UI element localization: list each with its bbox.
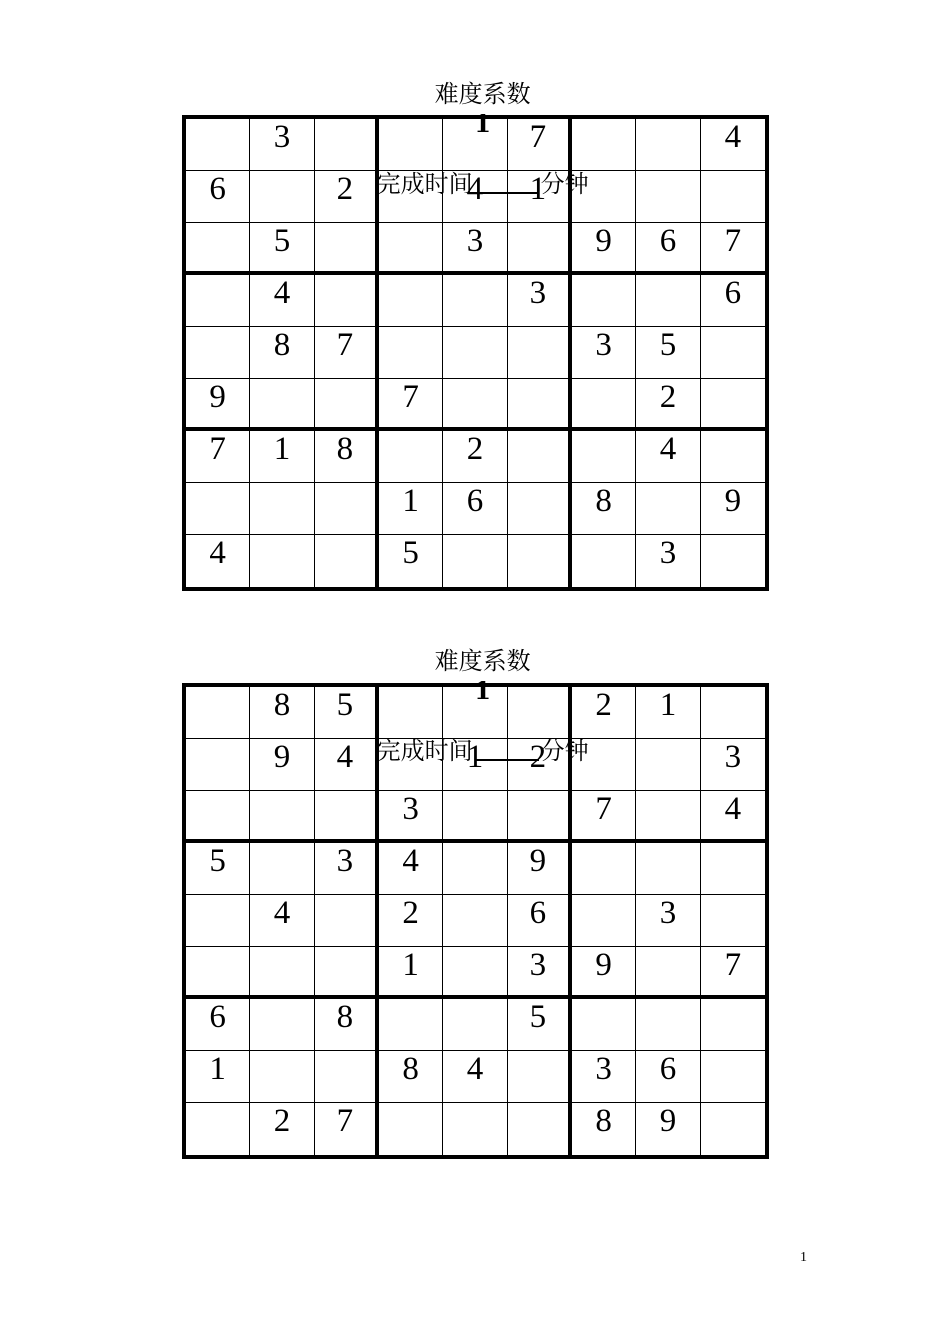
sudoku-cell[interactable] <box>443 999 507 1051</box>
sudoku-cell[interactable]: 6 <box>443 483 507 535</box>
sudoku-cell[interactable] <box>186 275 250 327</box>
sudoku-cell[interactable] <box>572 119 636 171</box>
sudoku-cell[interactable] <box>701 171 765 223</box>
sudoku-cell[interactable] <box>250 843 314 895</box>
sudoku-cell[interactable] <box>508 483 572 535</box>
sudoku-cell[interactable] <box>572 895 636 947</box>
sudoku-cell[interactable]: 4 <box>379 843 443 895</box>
sudoku-cell[interactable] <box>508 687 572 739</box>
page-number: 1 <box>800 1250 807 1265</box>
sudoku-cell[interactable]: 9 <box>636 1103 700 1155</box>
sudoku-cell[interactable]: 7 <box>572 791 636 843</box>
sudoku-cell[interactable]: 3 <box>508 947 572 999</box>
sudoku-cell[interactable]: 7 <box>508 119 572 171</box>
sudoku-cell[interactable] <box>379 223 443 275</box>
difficulty-label: 难度系数 <box>434 80 531 108</box>
sudoku-cell[interactable] <box>186 895 250 947</box>
sudoku-cell[interactable] <box>572 379 636 431</box>
sudoku-cell[interactable] <box>701 843 765 895</box>
sudoku-cell[interactable]: 3 <box>508 275 572 327</box>
sudoku-cell[interactable] <box>443 1103 507 1155</box>
sudoku-cell[interactable] <box>186 739 250 791</box>
sudoku-cell[interactable]: 1 <box>250 431 314 483</box>
sudoku-cell[interactable] <box>250 379 314 431</box>
sudoku-cell[interactable] <box>508 535 572 587</box>
sudoku-cell[interactable] <box>508 327 572 379</box>
sudoku-cell[interactable] <box>315 483 379 535</box>
sudoku-cell[interactable] <box>508 223 572 275</box>
sudoku-cell[interactable]: 6 <box>508 895 572 947</box>
sudoku-cell[interactable] <box>250 535 314 587</box>
sudoku-cell[interactable] <box>572 739 636 791</box>
sudoku-cell[interactable] <box>186 791 250 843</box>
sudoku-cell[interactable]: 6 <box>701 275 765 327</box>
sudoku-cell[interactable] <box>701 379 765 431</box>
sudoku-cell[interactable] <box>315 379 379 431</box>
sudoku-cell[interactable]: 5 <box>508 999 572 1051</box>
sudoku-grid-2 <box>182 683 769 1159</box>
sudoku-cell[interactable]: 9 <box>701 483 765 535</box>
sudoku-cell[interactable]: 4 <box>186 535 250 587</box>
sudoku-cell[interactable] <box>250 947 314 999</box>
sudoku-cell[interactable] <box>250 483 314 535</box>
difficulty-value: 1 <box>474 676 491 705</box>
sudoku-cell[interactable]: 4 <box>250 275 314 327</box>
sudoku-cell[interactable] <box>701 687 765 739</box>
sudoku-cell[interactable]: 2 <box>572 687 636 739</box>
sudoku-cell[interactable] <box>636 791 700 843</box>
sudoku-cell[interactable]: 4 <box>701 791 765 843</box>
sudoku-cell[interactable]: 7 <box>186 431 250 483</box>
sudoku-cell[interactable]: 3 <box>572 327 636 379</box>
sudoku-cell[interactable]: 3 <box>636 895 700 947</box>
sudoku-cell[interactable] <box>379 999 443 1051</box>
sudoku-cell[interactable]: 4 <box>636 431 700 483</box>
sudoku-cell[interactable] <box>250 999 314 1051</box>
sudoku-cell[interactable]: 4 <box>701 119 765 171</box>
sudoku-cell[interactable] <box>443 327 507 379</box>
sudoku-cell[interactable] <box>379 171 443 223</box>
sudoku-cell[interactable]: 5 <box>186 843 250 895</box>
sudoku-cell[interactable]: 7 <box>379 379 443 431</box>
sudoku-cell[interactable]: 1 <box>379 947 443 999</box>
time-unit: 分钟 <box>540 170 589 198</box>
sudoku-cell[interactable]: 3 <box>572 1051 636 1103</box>
sudoku-cell[interactable]: 7 <box>315 327 379 379</box>
sudoku-cell[interactable] <box>443 119 507 171</box>
sudoku-cell[interactable] <box>572 843 636 895</box>
sudoku-cell[interactable]: 8 <box>572 483 636 535</box>
sudoku-cell[interactable] <box>701 327 765 379</box>
sudoku-cell[interactable] <box>315 223 379 275</box>
sudoku-cell[interactable] <box>443 947 507 999</box>
sudoku-cell[interactable] <box>443 843 507 895</box>
sudoku-cell[interactable] <box>250 1051 314 1103</box>
sudoku-cell[interactable]: 7 <box>701 947 765 999</box>
sudoku-cell[interactable] <box>701 1103 765 1155</box>
sudoku-cell[interactable]: 7 <box>701 223 765 275</box>
sudoku-cell[interactable] <box>379 431 443 483</box>
sudoku-cell[interactable] <box>186 223 250 275</box>
sudoku-cell[interactable] <box>701 1051 765 1103</box>
sudoku-cell[interactable] <box>443 275 507 327</box>
sudoku-cell[interactable]: 2 <box>379 895 443 947</box>
sudoku-cell[interactable] <box>443 379 507 431</box>
sudoku-cell[interactable]: 8 <box>250 327 314 379</box>
sudoku-cell[interactable]: 3 <box>315 843 379 895</box>
sudoku-cell[interactable]: 3 <box>250 119 314 171</box>
sudoku-cell[interactable] <box>250 791 314 843</box>
sudoku-cell[interactable] <box>572 431 636 483</box>
sudoku-cell[interactable] <box>443 687 507 739</box>
sudoku-cell[interactable] <box>315 535 379 587</box>
sudoku-cell[interactable]: 9 <box>508 843 572 895</box>
sudoku-cell[interactable] <box>636 739 700 791</box>
sudoku-grid-1 <box>182 115 769 591</box>
sudoku-cell[interactable] <box>572 999 636 1051</box>
sudoku-cell[interactable]: 5 <box>379 535 443 587</box>
sudoku-cell[interactable] <box>636 999 700 1051</box>
sudoku-cell[interactable] <box>186 327 250 379</box>
sudoku-cell[interactable]: 9 <box>186 379 250 431</box>
sudoku-cell[interactable]: 8 <box>572 1103 636 1155</box>
sudoku-cell[interactable]: 8 <box>379 1051 443 1103</box>
sudoku-cell[interactable]: 6 <box>636 223 700 275</box>
sudoku-cell[interactable]: 2 <box>315 171 379 223</box>
sudoku-cell[interactable]: 8 <box>315 431 379 483</box>
sudoku-cell[interactable]: 3 <box>443 223 507 275</box>
sudoku-cell[interactable] <box>186 483 250 535</box>
sudoku-cell[interactable]: 2 <box>443 431 507 483</box>
sudoku-cell[interactable] <box>315 1051 379 1103</box>
sudoku-cell[interactable] <box>701 431 765 483</box>
sudoku-cell[interactable] <box>186 687 250 739</box>
sudoku-cell[interactable] <box>508 1103 572 1155</box>
sudoku-cell[interactable]: 5 <box>315 687 379 739</box>
sudoku-cell[interactable]: 8 <box>250 687 314 739</box>
sudoku-cell[interactable]: 6 <box>186 171 250 223</box>
sudoku-cell[interactable]: 4 <box>315 739 379 791</box>
sudoku-cell[interactable]: 2 <box>636 379 700 431</box>
sudoku-cell[interactable] <box>379 687 443 739</box>
sudoku-cell[interactable] <box>572 535 636 587</box>
sudoku-cell[interactable] <box>572 171 636 223</box>
sudoku-cell[interactable] <box>315 119 379 171</box>
sudoku-cell[interactable] <box>315 895 379 947</box>
sudoku-cell[interactable] <box>508 431 572 483</box>
sudoku-cell[interactable]: 9 <box>572 223 636 275</box>
sudoku-cell[interactable] <box>636 483 700 535</box>
sudoku-cell[interactable] <box>250 171 314 223</box>
sudoku-cell[interactable]: 1 <box>508 171 572 223</box>
sudoku-cell[interactable] <box>315 947 379 999</box>
sudoku-cell[interactable] <box>443 791 507 843</box>
sudoku-cell[interactable] <box>443 895 507 947</box>
sudoku-cell[interactable] <box>701 999 765 1051</box>
sudoku-cell[interactable]: 7 <box>315 1103 379 1155</box>
sudoku-cell[interactable] <box>315 791 379 843</box>
sudoku-cell[interactable]: 6 <box>636 1051 700 1103</box>
sudoku-cell[interactable] <box>636 947 700 999</box>
time-label: 完成时间 <box>376 170 473 198</box>
sudoku-cell[interactable]: 4 <box>443 171 507 223</box>
sudoku-cell[interactable] <box>186 1103 250 1155</box>
sudoku-cell[interactable]: 3 <box>636 535 700 587</box>
sudoku-cell[interactable] <box>508 791 572 843</box>
sudoku-cell[interactable] <box>508 1051 572 1103</box>
sudoku-cell[interactable] <box>572 275 636 327</box>
time-unit: 分钟 <box>540 737 589 765</box>
sudoku-cell[interactable]: 3 <box>701 739 765 791</box>
sudoku-cell[interactable] <box>636 843 700 895</box>
sudoku-cell[interactable]: 9 <box>250 739 314 791</box>
sudoku-cell[interactable] <box>701 535 765 587</box>
sudoku-cell[interactable]: 5 <box>250 223 314 275</box>
sudoku-cell[interactable]: 8 <box>315 999 379 1051</box>
sudoku-cell[interactable]: 3 <box>379 791 443 843</box>
sudoku-cell[interactable] <box>186 119 250 171</box>
sudoku-cell[interactable] <box>379 275 443 327</box>
sudoku-cell[interactable] <box>379 739 443 791</box>
sudoku-cell[interactable] <box>701 895 765 947</box>
time-label: 完成时间 <box>376 737 473 765</box>
sudoku-cell[interactable]: 4 <box>443 1051 507 1103</box>
sudoku-cell[interactable] <box>443 535 507 587</box>
sudoku-cell[interactable]: 1 <box>379 483 443 535</box>
sudoku-cell[interactable] <box>636 119 700 171</box>
difficulty-value: 1 <box>474 109 491 138</box>
sudoku-cell[interactable]: 4 <box>250 895 314 947</box>
sudoku-cell[interactable] <box>186 947 250 999</box>
sudoku-cell[interactable] <box>508 379 572 431</box>
sudoku-cell[interactable]: 9 <box>572 947 636 999</box>
sudoku-cell[interactable]: 2 <box>508 739 572 791</box>
difficulty-label: 难度系数 <box>434 647 531 675</box>
sudoku-cell[interactable]: 2 <box>250 1103 314 1155</box>
sudoku-cell[interactable] <box>315 275 379 327</box>
sudoku-cell[interactable] <box>636 275 700 327</box>
sudoku-cell[interactable] <box>636 171 700 223</box>
sudoku-cell[interactable]: 1 <box>636 687 700 739</box>
sudoku-cell[interactable]: 1 <box>186 1051 250 1103</box>
sudoku-cell[interactable] <box>379 327 443 379</box>
sudoku-cell[interactable]: 6 <box>186 999 250 1051</box>
sudoku-cell[interactable]: 1 <box>443 739 507 791</box>
sudoku-cell[interactable] <box>379 119 443 171</box>
sudoku-cell[interactable] <box>379 1103 443 1155</box>
sudoku-cell[interactable]: 5 <box>636 327 700 379</box>
